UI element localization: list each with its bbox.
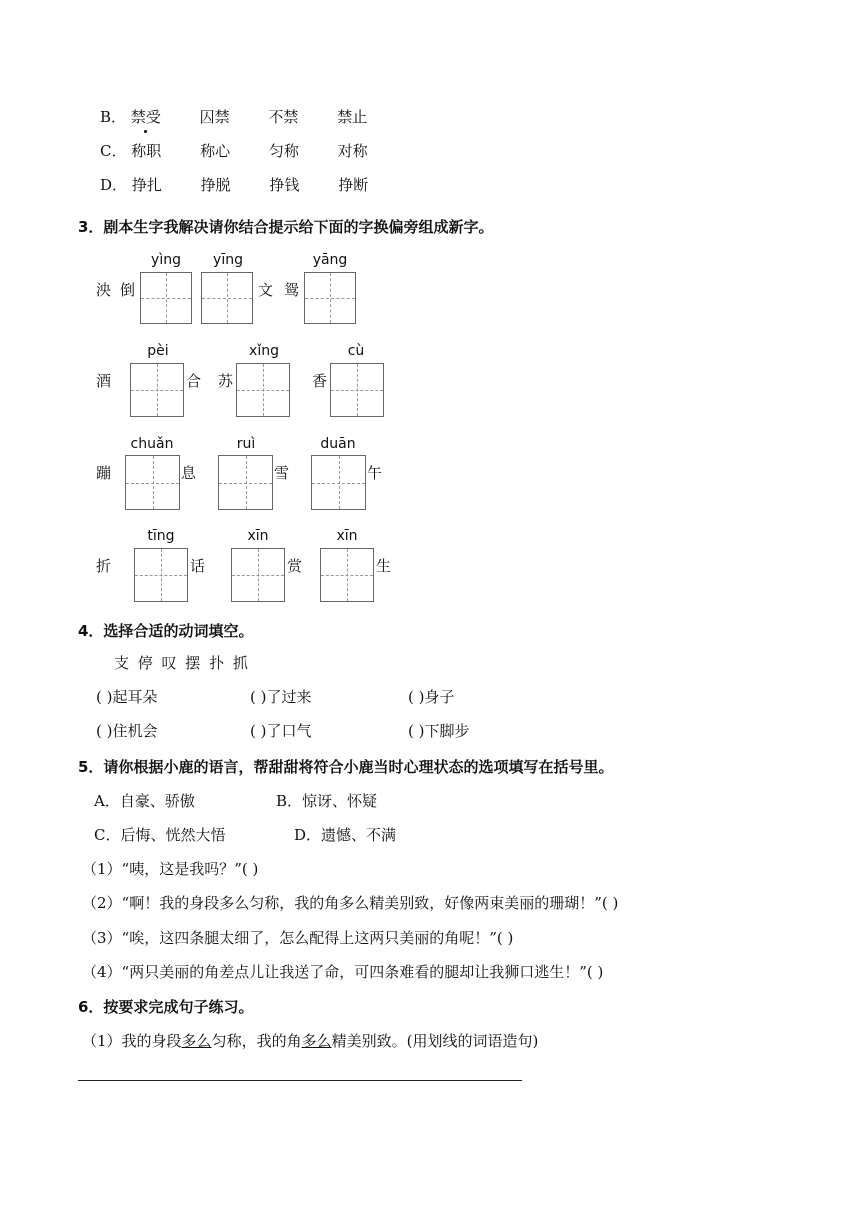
writing-box[interactable] xyxy=(140,272,192,324)
writing-box[interactable] xyxy=(125,455,180,510)
q5-item-4[interactable]: （4）“两只美丽的角差点儿让我送了命，可四条难看的腿却让我狮口逃生！”( ) xyxy=(82,963,604,981)
dotted-word: 挣钱 xyxy=(269,176,300,194)
left-char: 鸳 xyxy=(284,281,300,299)
q5-title: 5．请你根据小鹿的语言，帮甜甜将符合小鹿当时心理状态的选项填写在括号里。 xyxy=(78,758,614,776)
blank-item[interactable]: ( )了口气 xyxy=(250,722,312,740)
word xyxy=(269,174,299,195)
option-letter: C． xyxy=(100,142,127,160)
blank-item[interactable]: ( )了过来 xyxy=(250,688,312,706)
blank-item[interactable]: ( )起耳朵 xyxy=(96,688,158,706)
dotted-word: 囚禁 xyxy=(199,108,230,126)
writing-box[interactable] xyxy=(320,548,374,602)
answer-line[interactable] xyxy=(78,1080,522,1081)
word xyxy=(338,174,368,195)
blank-item[interactable]: ( )下脚步 xyxy=(408,722,470,740)
dotted-word: 对称 xyxy=(337,142,368,160)
right-char: 合 xyxy=(186,372,202,390)
q5-item-3[interactable]: （3）“唉，这四条腿太细了，怎么配得上这两只美丽的角呢！”( ) xyxy=(82,929,514,947)
left-char: 折 xyxy=(96,557,112,575)
word xyxy=(132,174,162,195)
pinyin-label: xīn xyxy=(247,528,269,544)
underlined-word: 多么 xyxy=(181,1032,212,1050)
pinyin-label: yīng xyxy=(213,252,243,268)
dotted-word: 禁止 xyxy=(337,108,368,126)
dotted-word: 匀称 xyxy=(268,142,299,160)
word xyxy=(201,174,231,195)
writing-box[interactable] xyxy=(311,455,366,510)
right-char: 雪 xyxy=(274,464,290,482)
option-b: B．惊讶、怀疑 xyxy=(276,792,378,810)
q6-title: 6．按要求完成句子练习。 xyxy=(78,998,254,1016)
writing-box[interactable] xyxy=(304,272,356,324)
blank-item[interactable]: ( )身子 xyxy=(408,688,455,706)
option-letter: B． xyxy=(100,108,127,126)
blank-item[interactable]: ( )住机会 xyxy=(96,722,158,740)
q6-sentence-1 xyxy=(82,1030,538,1051)
sentence-part: 精美别致。(用划线的词语造句) xyxy=(331,1032,539,1050)
pinyin-label: duān xyxy=(320,436,356,452)
left-char: 酒 xyxy=(96,372,112,390)
pinyin-label: pèi xyxy=(147,343,169,359)
dotted-word: 称职 xyxy=(131,142,162,160)
pinyin-label: tīng xyxy=(147,528,175,544)
writing-box[interactable] xyxy=(130,363,184,417)
word xyxy=(200,140,230,161)
word xyxy=(338,140,368,161)
option-c xyxy=(100,140,402,161)
option-a: A．自豪、骄傲 xyxy=(94,792,195,810)
q5-item-1[interactable]: （1）“咦，这是我吗？”( ) xyxy=(82,860,259,878)
dotted-word: 禁受 xyxy=(130,108,161,126)
word xyxy=(269,140,299,161)
writing-box[interactable] xyxy=(236,363,290,417)
left-char: 倒 xyxy=(120,281,136,299)
q4-title: 4．选择合适的动词填空。 xyxy=(78,622,254,640)
option-c: C．后悔、恍然大悟 xyxy=(94,826,226,844)
left-char: 香 xyxy=(312,372,328,390)
word xyxy=(200,106,230,127)
writing-box[interactable] xyxy=(201,272,253,324)
left-char: 苏 xyxy=(218,372,234,390)
writing-box[interactable] xyxy=(330,363,384,417)
pinyin-label: cù xyxy=(347,343,365,359)
pinyin-label: xīn xyxy=(336,528,358,544)
underlined-word: 多么 xyxy=(301,1032,332,1050)
q3-title: 3．剧本生字我解决请你结合提示给下面的字换偏旁组成新字。 xyxy=(78,218,494,236)
pinyin-label: yìng xyxy=(151,252,181,268)
option-d: D．遗憾、不满 xyxy=(294,826,397,844)
option-letter: D． xyxy=(100,176,128,194)
left-char: 泱 xyxy=(96,281,112,299)
word xyxy=(131,106,161,127)
right-char: 午 xyxy=(367,464,383,482)
right-char: 生 xyxy=(376,557,392,575)
sentence-part: 匀称，我的角 xyxy=(211,1032,302,1050)
dotted-word: 不禁 xyxy=(268,108,299,126)
pinyin-label: ruì xyxy=(236,436,256,452)
right-char: 息 xyxy=(181,464,197,482)
word xyxy=(337,106,367,127)
word xyxy=(268,106,298,127)
writing-box[interactable] xyxy=(218,455,273,510)
right-char: 文 xyxy=(258,281,274,299)
dotted-word: 挣脱 xyxy=(200,176,231,194)
dotted-word: 称心 xyxy=(200,142,231,160)
pinyin-label: yāng xyxy=(312,252,348,268)
verb-choices: 支 停 叹 摆 扑 抓 xyxy=(114,654,248,672)
option-d xyxy=(100,174,402,195)
dotted-word: 挣扎 xyxy=(131,176,162,194)
q5-item-2[interactable]: （2）“啊！我的身段多么匀称，我的角多么精美别致，好像两束美丽的珊瑚！”( ) xyxy=(82,894,619,912)
dotted-word: 挣断 xyxy=(338,176,369,194)
right-char: 话 xyxy=(190,557,206,575)
sentence-part: （1）我的身段 xyxy=(82,1032,182,1050)
pinyin-label: xǐng xyxy=(249,343,279,359)
writing-box[interactable] xyxy=(134,548,188,602)
pinyin-label: chuǎn xyxy=(130,436,174,452)
option-b xyxy=(100,106,401,127)
left-char: 蹦 xyxy=(96,464,112,482)
right-char: 赏 xyxy=(287,557,303,575)
word xyxy=(131,140,161,161)
writing-box[interactable] xyxy=(231,548,285,602)
